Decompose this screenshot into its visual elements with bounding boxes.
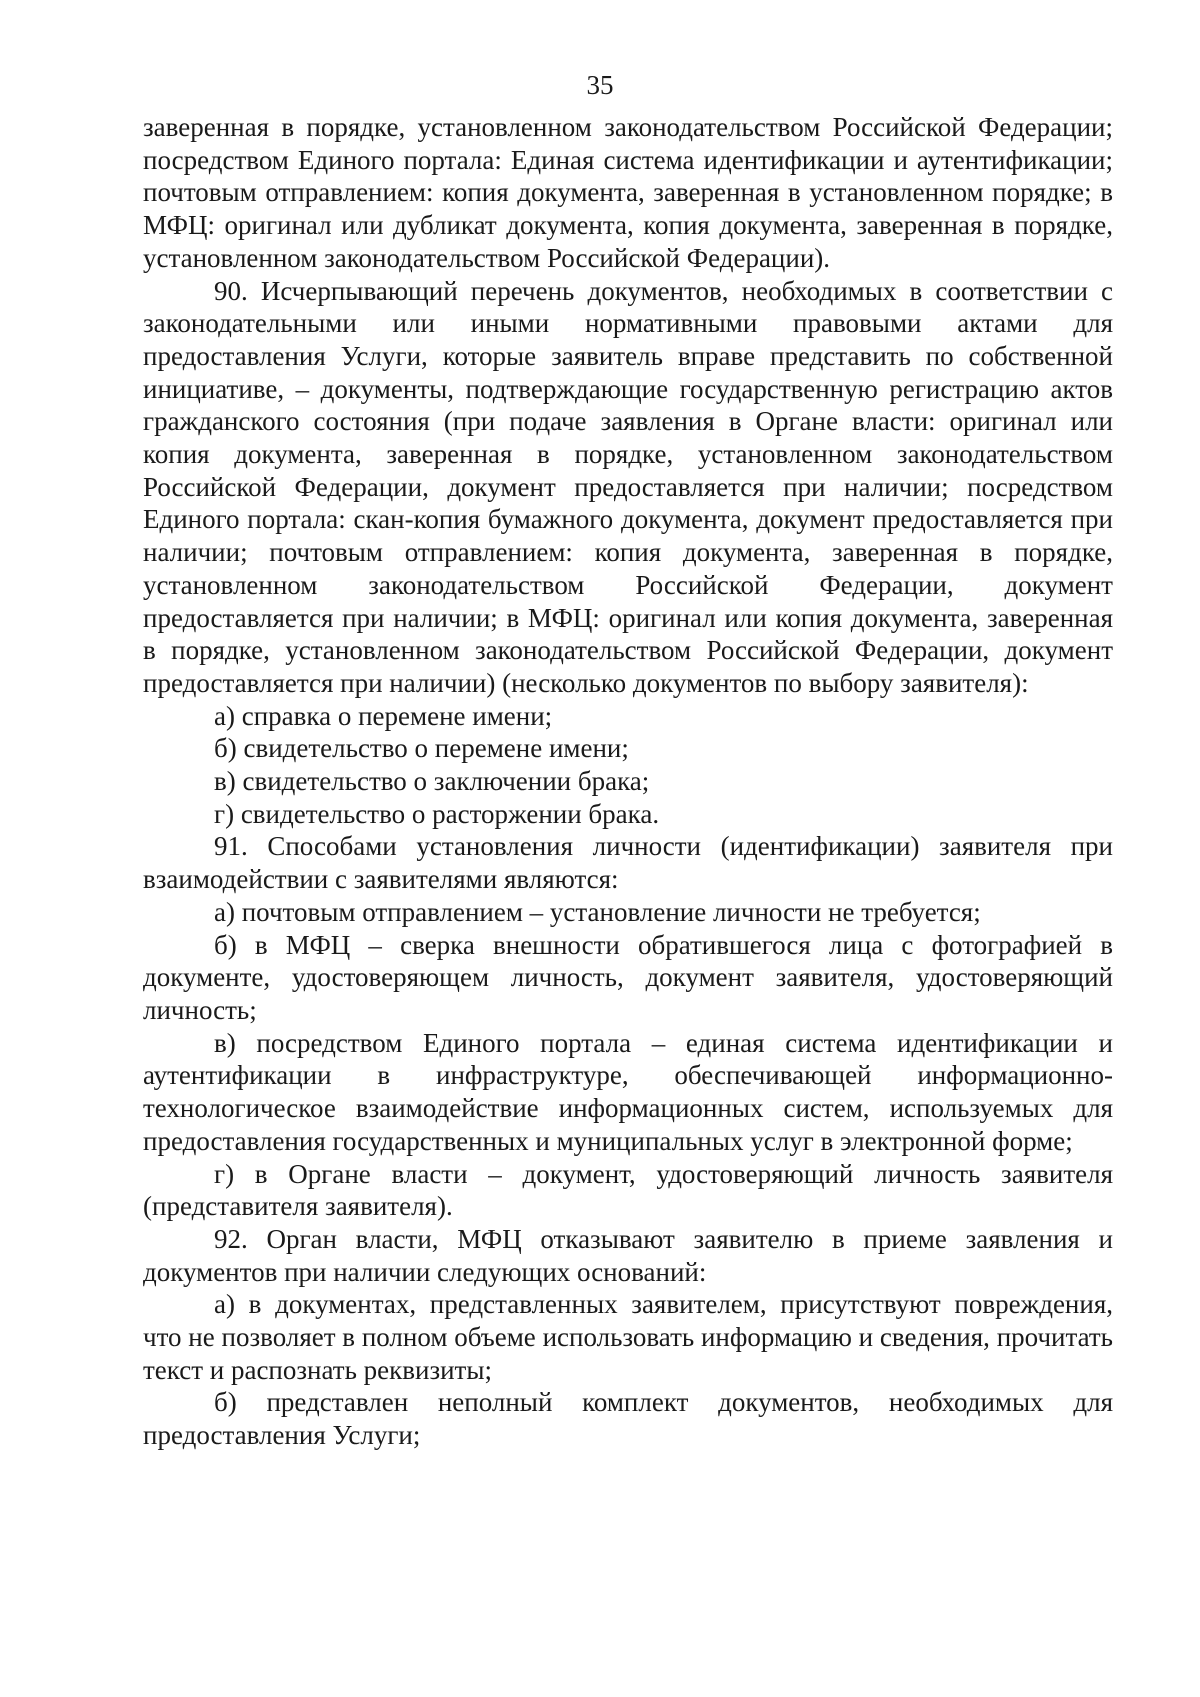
list-item-92-b: б) представлен неполный комплект документов, необходимых для предоставления Услуги; [143,1387,1113,1451]
page-number: 35 [586,70,614,100]
list-item-90-b: б) свидетельство о перемене имени; [214,733,629,764]
list-item-90-a: а) справка о перемене имени; [214,700,553,731]
document-body [143,111,1113,1452]
list-item-92-a: а) в документах, представленных заявителем, присутствуют повреждения, что не позволяет в полном объеме использовать информацию и сведения, прочитать текст и распознать реквизиты; [143,1289,1113,1385]
paragraph-continuation: заверенная в порядке, установленном законодательством Российской Федерации; посредством Единого портала: Единая система идентификации и аутентификации; почтовым отправлением: копия документа, заверенная в установленном порядке; в МФЦ: оригинал или дубликат документа, копия документа, заверенная в порядке, установленном законодательством Российской Федерации). [143,112,1113,273]
paragraph-91: 91. Способами установления личности (идентификации) заявителя при взаимодействии с заявителями являются: [143,831,1113,895]
list-item-90-v: в) свидетельство о заключении брака; [214,766,650,797]
list-item-91-b: б) в МФЦ – сверка внешности обратившегося лица с фотографией в документе, удостоверяющем личность, документ заявителя, удостоверяющий личность; [143,929,1113,1025]
list-item-90-g: г) свидетельство о расторжении брака. [214,798,660,829]
list-item-91-a: а) почтовым отправлением – установление личности не требуется; [214,896,981,927]
paragraph-92: 92. Орган власти, МФЦ отказывают заявителю в приеме заявления и документов при наличии следующих оснований: [143,1223,1113,1287]
paragraph-90: 90. Исчерпывающий перечень документов, необходимых в соответствии с законодательными или иными нормативными правовыми актами для предоставления Услуги, которые заявитель вправе представить по собственной инициативе, – документы, подтверждающие государственную регистрацию актов гражданского состояния (при подаче заявления в Органе власти: оригинал или копия документа, заверенная в порядке, установленном законодательством Российской Федерации, документ предоставляется при наличии; посредством Единого портала: скан-копия бумажного документа, документ предоставляется при наличии; почтовым отправлением: копия документа, заверенная в порядке, установленном законодательством Российской Федерации, документ предоставляется при наличии; в МФЦ: оригинал или копия документа, заверенная в порядке, установленном законодательством Российской Федерации, документ предоставляется при наличии) (несколько документов по выбору заявителя): [143,275,1113,698]
list-item-91-g: г) в Органе власти – документ, удостоверяющий личность заявителя (представителя заявителя). [143,1158,1113,1222]
list-item-91-v: в) посредством Единого портала – единая система идентификации и аутентификации в инфраструктуре, обеспечивающей информационно-технологическое взаимодействие информационных систем, используемых для предоставления государственных и муниципальных услуг в электронной форме; [143,1027,1113,1156]
